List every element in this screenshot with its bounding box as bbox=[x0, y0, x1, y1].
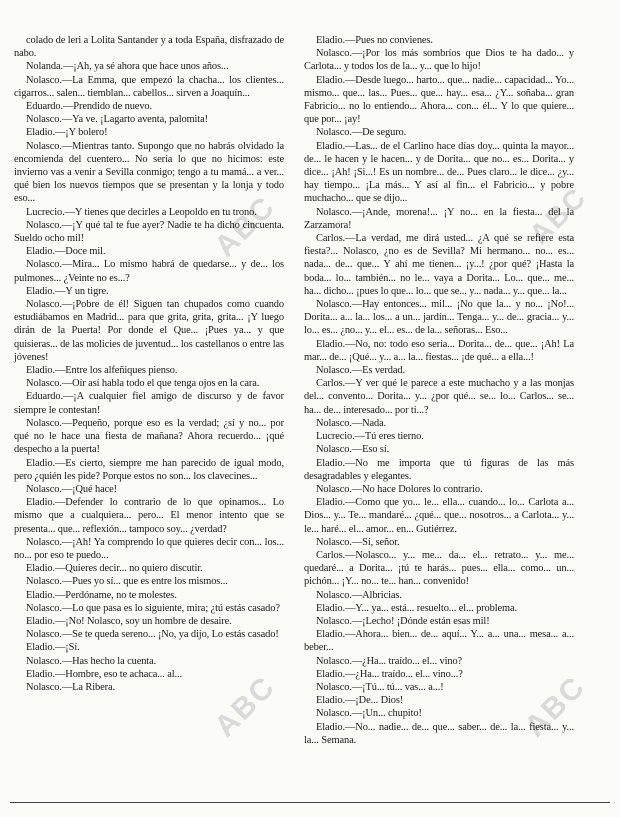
watermark-abc: ABC bbox=[518, 669, 592, 744]
dialogue-paragraph: Nolasco.—La Ribera. bbox=[26, 681, 115, 693]
dialogue-paragraph: Nolasco.—Es verdad. bbox=[316, 365, 405, 377]
dialogue-paragraph: Eladio.—¡Y bolero! bbox=[26, 127, 108, 139]
dialogue-paragraph: Eduardo.—Prendido de nuevo. bbox=[26, 101, 153, 113]
bottom-rule bbox=[10, 802, 610, 803]
dialogue-paragraph: Nolasco.—Pequeño, porque eso es la verdad; ¿sí y no... por qué no le hace una fiesta de mañana? Ahora recuerdo... ¡qué despecho a la puerta! bbox=[14, 417, 284, 456]
dialogue-paragraph: Eladio.—Como que yo... le... ella... cuando... lo... Carlota a... Dios... y... Te... mandaré... ¿qué... que... nosotros... a Carlota... y... le... haré... el... amor... en... Gutiérrez. bbox=[304, 497, 574, 535]
dialogue-paragraph: Eladio.—Perdóname, no te molestes. bbox=[26, 589, 177, 601]
watermark-abc: ABC bbox=[523, 181, 593, 251]
dialogue-paragraph: Nolasco.—No hace Dolores lo contrario. bbox=[316, 483, 483, 495]
dialogue-paragraph: Nolasco.—¡Y qué tal te fue ayer? Nadie te ha dicho cincuenta. Sueldo ocho mil! bbox=[14, 219, 284, 245]
dialogue-paragraph: Eladio.—Las... de el Carlino hace días doy... quinta la mayor... de... le hacen y le hacen... y de Dorita... que no... es... Dorita... y dice... ¡Ah! ¡Si...! Es un nombre... de... Pues claro... le dice... ¿y... hay tiempo... ¡La más... Y así al fin... el Fabricio... y pobre muchacho... que se dijo... bbox=[304, 140, 574, 205]
dialogue-paragraph: Nolasco.—Albricias. bbox=[316, 589, 402, 601]
dialogue-paragraph: Nolasco.—¡Ah! Ya comprendo lo que quieres decir con... los... no... por eso te puedo... bbox=[14, 536, 284, 561]
left-text-column bbox=[14, 34, 284, 694]
dialogue-paragraph: Eladio.—Hombre, eso te achaca... al... bbox=[26, 668, 183, 680]
dialogue-paragraph: Nolasco.—Has hecho la cuenta. bbox=[26, 655, 157, 667]
dialogue-paragraph: Eladio.—No... nadie... de... que... saber... de... la... fiesta... y... la... Semana. bbox=[304, 721, 574, 746]
dialogue-paragraph: Nolasco.—¡Por los más sombríos que Dios te ha dado... y Carlota... y todos los de la... y... que lo hijo! bbox=[304, 48, 574, 73]
dialogue-paragraph: Nolasco.—¿Ha... traído... el... vino? bbox=[316, 655, 463, 667]
dialogue-paragraph: Carlos.—Nolasco... y... me... da... el... retrato... y... me... quedaré... a Dorita... ¡tú te harás... pues... ella... como... un... pichón... ¡Y... no... te... han... convenido! bbox=[304, 549, 574, 588]
dialogue-paragraph: Carlos.—La verdad, me dirá usted... ¿A qué se refiere esta fiesta?... Nolasco, ¿no es de Sevilla? Mi hermano... no... es... nada... de... que... Y ahí me tienen... ¡y...! ¿por qué? ¡Hasta la boda... lo... también... no le... vaya a Dorita... Lo... que... me... ha... dicho... ¡pues lo que... lo... que se... y... nada... y... que... la... bbox=[304, 233, 574, 297]
dialogue-paragraph: Lucrecio.—Tú eres tierno. bbox=[316, 431, 424, 443]
dialogue-paragraph: Nolasco.—¡Un... chupito! bbox=[316, 708, 422, 720]
dialogue-paragraph: Eladio.—No, no: todo eso sería... Dorita... de... que... ¡Ah! La mar... de... ¡Qué... y... a... la... fiestas... ¡de qué... a ella...! bbox=[304, 338, 574, 363]
dialogue-paragraph: Nolasco.—Hay entonces... mil... ¡No que la... y no... ¡No!... Dorita... a... la... los... a un... jardín... Tenga... y... de... gracia... y... lo... es... ¿no... y... el... es... de la... señoras... Eso... bbox=[304, 299, 574, 337]
dialogue-paragraph: Eladio.—Desde luego... harto... que... nadie... capacidad... Yo... mismo... que... las... Pues... que... hay... esa... ¿Y... soñaba... gran Fabricio... no lo entiendo... Ahora... con... él... Y lo que quiere... que por... ¡ay! bbox=[304, 74, 574, 126]
dialogue-paragraph: Nolasco.—Ya ve. ¡Lagarto aventa, palomita! bbox=[26, 114, 209, 126]
dialogue-paragraph: Nolasco.—¡Qué hace! bbox=[26, 483, 117, 495]
dialogue-paragraph: Nolasco.—Oír así habla todo el que tenga ojos en la cara. bbox=[26, 378, 260, 390]
right-text-column bbox=[304, 34, 574, 747]
dialogue-paragraph: Nolasco.—¡Ande, morena!... ¡Y no... en la fiesta... del la Zarzamora! bbox=[304, 206, 574, 231]
dialogue-paragraph: Eladio.—No me importa que tú figuras de las más desagradables y elegantes. bbox=[304, 457, 574, 482]
dialogue-paragraph: Nolasco.—Lo que pasa es lo siguiente, mira; ¿tú estás casado? bbox=[26, 602, 280, 614]
dialogue-paragraph: colado de leri a Lolita Santander y a toda España, disfrazado de nabo. bbox=[14, 35, 284, 60]
dialogue-paragraph: Eladio.—¡De... Dios! bbox=[316, 695, 404, 707]
dialogue-paragraph: Eladio.—¿Ha... traído... el... vino...? bbox=[316, 668, 463, 680]
dialogue-paragraph: Nolasco.—Se te queda sereno... ¡No, ya dijo, Lo estás casado! bbox=[26, 629, 279, 641]
dialogue-paragraph: Eladio.—Entre los alfeñiques pienso. bbox=[26, 365, 178, 377]
dialogue-paragraph: Nolasco.—Eso sí. bbox=[316, 444, 390, 456]
dialogue-paragraph: Nolasco.—¡Pobre de él! Siguen tan chupados como cuando estudiábamos en Madrid... para que grita, grita, grita... ¡Y luego dirán de la Puerta! Por donde el Que... ¡Pues ya... y que quisieras... de las molicies de juventud... los castellanos o entre las jóvenes! bbox=[14, 299, 284, 363]
dialogue-paragraph: Nolasco.—Nada. bbox=[316, 417, 387, 429]
dialogue-paragraph: Nolasco.—Mientras tanto. Supongo que no habrás olvidado la encomienda del cuentero... No sería lo que no hicimos: este invierno vas a venir a Sevilla conmigo; tengo a tu mamá... a ver... qué bien los nuevos tiempos que se presentan y la lonja y todo eso... bbox=[14, 140, 284, 205]
dialogue-paragraph: Nolasco.—Pues yo sí... que es entre los mismos... bbox=[26, 576, 228, 588]
watermark-abc: ABC bbox=[208, 669, 282, 744]
dialogue-paragraph: Nolasco.—¡Tú... tú... vas... a...! bbox=[316, 681, 444, 693]
dialogue-paragraph: Nolasco.—La Emma, que empezó la chacha... los clientes... cigarros... salen... tiemblan... cabellos... sirven a Joaquín... bbox=[14, 74, 284, 99]
watermark-abc: ABC bbox=[208, 189, 282, 264]
dialogue-paragraph: Eladio.—Doce mil. bbox=[26, 246, 106, 258]
dialogue-paragraph: Eladio.—¡No! Nolasco, soy un hombre de desaire. bbox=[26, 615, 232, 627]
dialogue-paragraph: Eduardo.—¡A cualquier fiel amigo de discurso y de favor siempre le contestan! bbox=[14, 391, 284, 416]
dialogue-paragraph: Nolasco.—Mira... Lo mismo habrá de quedarse... y de... los pulmones... ¿Veinte no es...? bbox=[14, 259, 284, 284]
dialogue-paragraph: Eladio.—Es cierto, siempre me han parecido de igual modo, pero ¿quién les pide? Porque estos no son... los clavecines... bbox=[14, 457, 284, 482]
dialogue-paragraph: Lucrecio.—Y tienes que decirles a Leopoldo en tu trono. bbox=[26, 206, 257, 218]
dialogue-paragraph: Eladio.—Pues no convienes. bbox=[316, 35, 433, 46]
dialogue-paragraph: Eladio.—Quieres decir... no quiero discutir. bbox=[26, 563, 203, 575]
dialogue-paragraph: Carlos.—Y ver qué le parece a este muchacho y a las monjas del... convento... Dorita... y... ¿por qué... se... lo... Carlos... se... ha... de... interesado... por ti...? bbox=[304, 378, 574, 416]
dialogue-paragraph: Nolasco.—De seguro. bbox=[316, 127, 407, 139]
dialogue-paragraph: Eladio.—Defender lo contrario de lo que opinamos... Lo mismo que a cualquiera... pero... El menor intento que se presenta... que... reflexión... tampoco soy... ¿verdad? bbox=[14, 497, 284, 535]
dialogue-paragraph: Nolasco.—Sí, señor. bbox=[316, 536, 400, 548]
dialogue-paragraph: Nolanda.—¡Ah, ya sé ahora que hace unos años... bbox=[26, 61, 229, 73]
dialogue-paragraph: Eladio.—Ahora... bien... de... aquí... Y... a... una... mesa... a... beber... bbox=[304, 629, 574, 654]
dialogue-paragraph: Eladio.—¡Sí. bbox=[26, 642, 80, 654]
dialogue-paragraph: Eladio.—Y un tigre. bbox=[26, 285, 109, 297]
dialogue-paragraph: Nolasco.—¡Lecho! ¡Dónde están esas mil! bbox=[316, 615, 490, 627]
dialogue-paragraph: Eladio.—Y... ya... está... resuelto... el... problema. bbox=[316, 602, 518, 614]
